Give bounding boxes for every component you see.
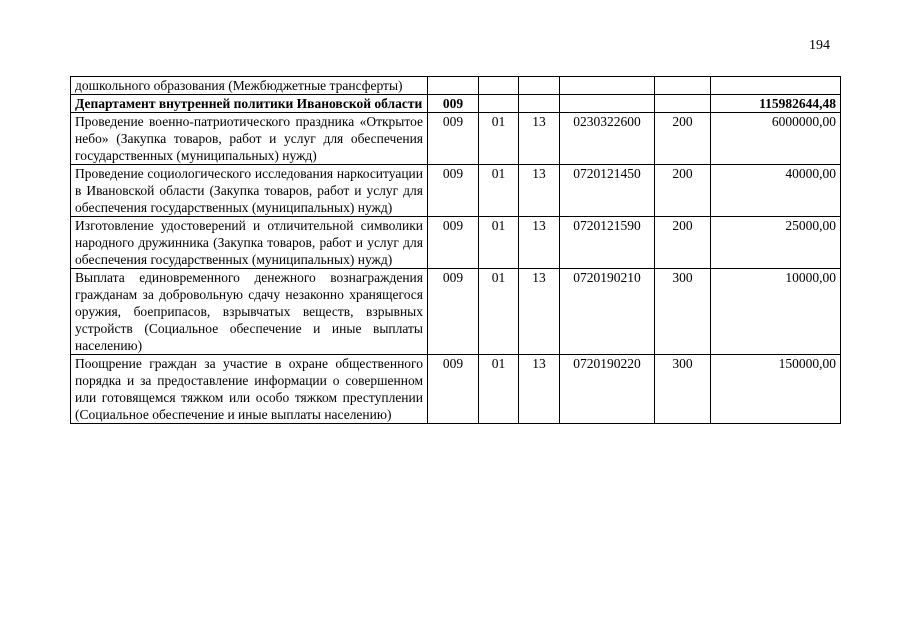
row-amount (711, 77, 841, 95)
row-ministry-code: 009 (428, 113, 479, 165)
row-subsection-code: 13 (519, 165, 560, 217)
row-description: Изготовление удостоверений и отличительной символики народного дружинника (Закупка товаров, работ и услуг для обеспечения государственных (муниципальных) нужд) (71, 217, 428, 269)
row-amount: 6000000,00 (711, 113, 841, 165)
row-expense-type-code (655, 77, 711, 95)
row-description: Департамент внутренней политики Ивановской области (71, 95, 428, 113)
row-expense-type-code: 300 (655, 269, 711, 355)
row-section-code: 01 (479, 355, 519, 424)
row-section-code: 01 (479, 113, 519, 165)
row-subsection-code: 13 (519, 355, 560, 424)
table-row (71, 217, 841, 269)
row-section-code: 01 (479, 269, 519, 355)
table-row (71, 269, 841, 355)
row-target-code: 0720121450 (560, 165, 655, 217)
row-amount: 115982644,48 (711, 95, 841, 113)
row-target-code: 0230322600 (560, 113, 655, 165)
row-description: Поощрение граждан за участие в охране общественного порядка и за предоставление информации о совершенном или готовящемся тяжком или особо тяжком преступлении (Социальное обеспечение и иные выплаты населению) (71, 355, 428, 424)
row-expense-type-code: 300 (655, 355, 711, 424)
row-ministry-code: 009 (428, 355, 479, 424)
table-row (71, 77, 841, 95)
row-ministry-code: 009 (428, 217, 479, 269)
row-ministry-code: 009 (428, 269, 479, 355)
row-ministry-code: 009 (428, 95, 479, 113)
row-target-code: 0720190220 (560, 355, 655, 424)
row-subsection-code (519, 77, 560, 95)
row-section-code: 01 (479, 165, 519, 217)
row-description: Проведение социологического исследования наркоситуации в Ивановской области (Закупка товаров, работ и услуг для обеспечения государственных (муниципальных) нужд) (71, 165, 428, 217)
table-row (71, 95, 841, 113)
row-section-code: 01 (479, 217, 519, 269)
row-target-code: 0720190210 (560, 269, 655, 355)
row-subsection-code: 13 (519, 217, 560, 269)
row-amount: 150000,00 (711, 355, 841, 424)
table-row (71, 355, 841, 424)
page-number: 194 (809, 38, 830, 53)
table-row (71, 165, 841, 217)
row-description: Проведение военно-патриотического праздника «Открытое небо» (Закупка товаров, работ и услуг для обеспечения государственных (муниципальных) нужд) (71, 113, 428, 165)
row-expense-type-code: 200 (655, 217, 711, 269)
table-row (71, 113, 841, 165)
row-target-code (560, 95, 655, 113)
row-target-code (560, 77, 655, 95)
row-amount: 10000,00 (711, 269, 841, 355)
row-subsection-code (519, 95, 560, 113)
row-expense-type-code: 200 (655, 113, 711, 165)
budget-table (70, 76, 841, 424)
row-subsection-code: 13 (519, 269, 560, 355)
row-expense-type-code (655, 95, 711, 113)
row-subsection-code: 13 (519, 113, 560, 165)
row-amount: 25000,00 (711, 217, 841, 269)
row-section-code (479, 95, 519, 113)
row-amount: 40000,00 (711, 165, 841, 217)
row-ministry-code (428, 77, 479, 95)
row-target-code: 0720121590 (560, 217, 655, 269)
row-ministry-code: 009 (428, 165, 479, 217)
row-description: Выплата единовременного денежного вознаграждения гражданам за добровольную сдачу незаконно хранящегося оружия, боеприпасов, взрывчатых веществ, взрывных устройств (Социальное обеспечение и иные выплаты населению) (71, 269, 428, 355)
row-description: дошкольного образования (Межбюджетные трансферты) (71, 77, 428, 95)
row-expense-type-code: 200 (655, 165, 711, 217)
row-section-code (479, 77, 519, 95)
